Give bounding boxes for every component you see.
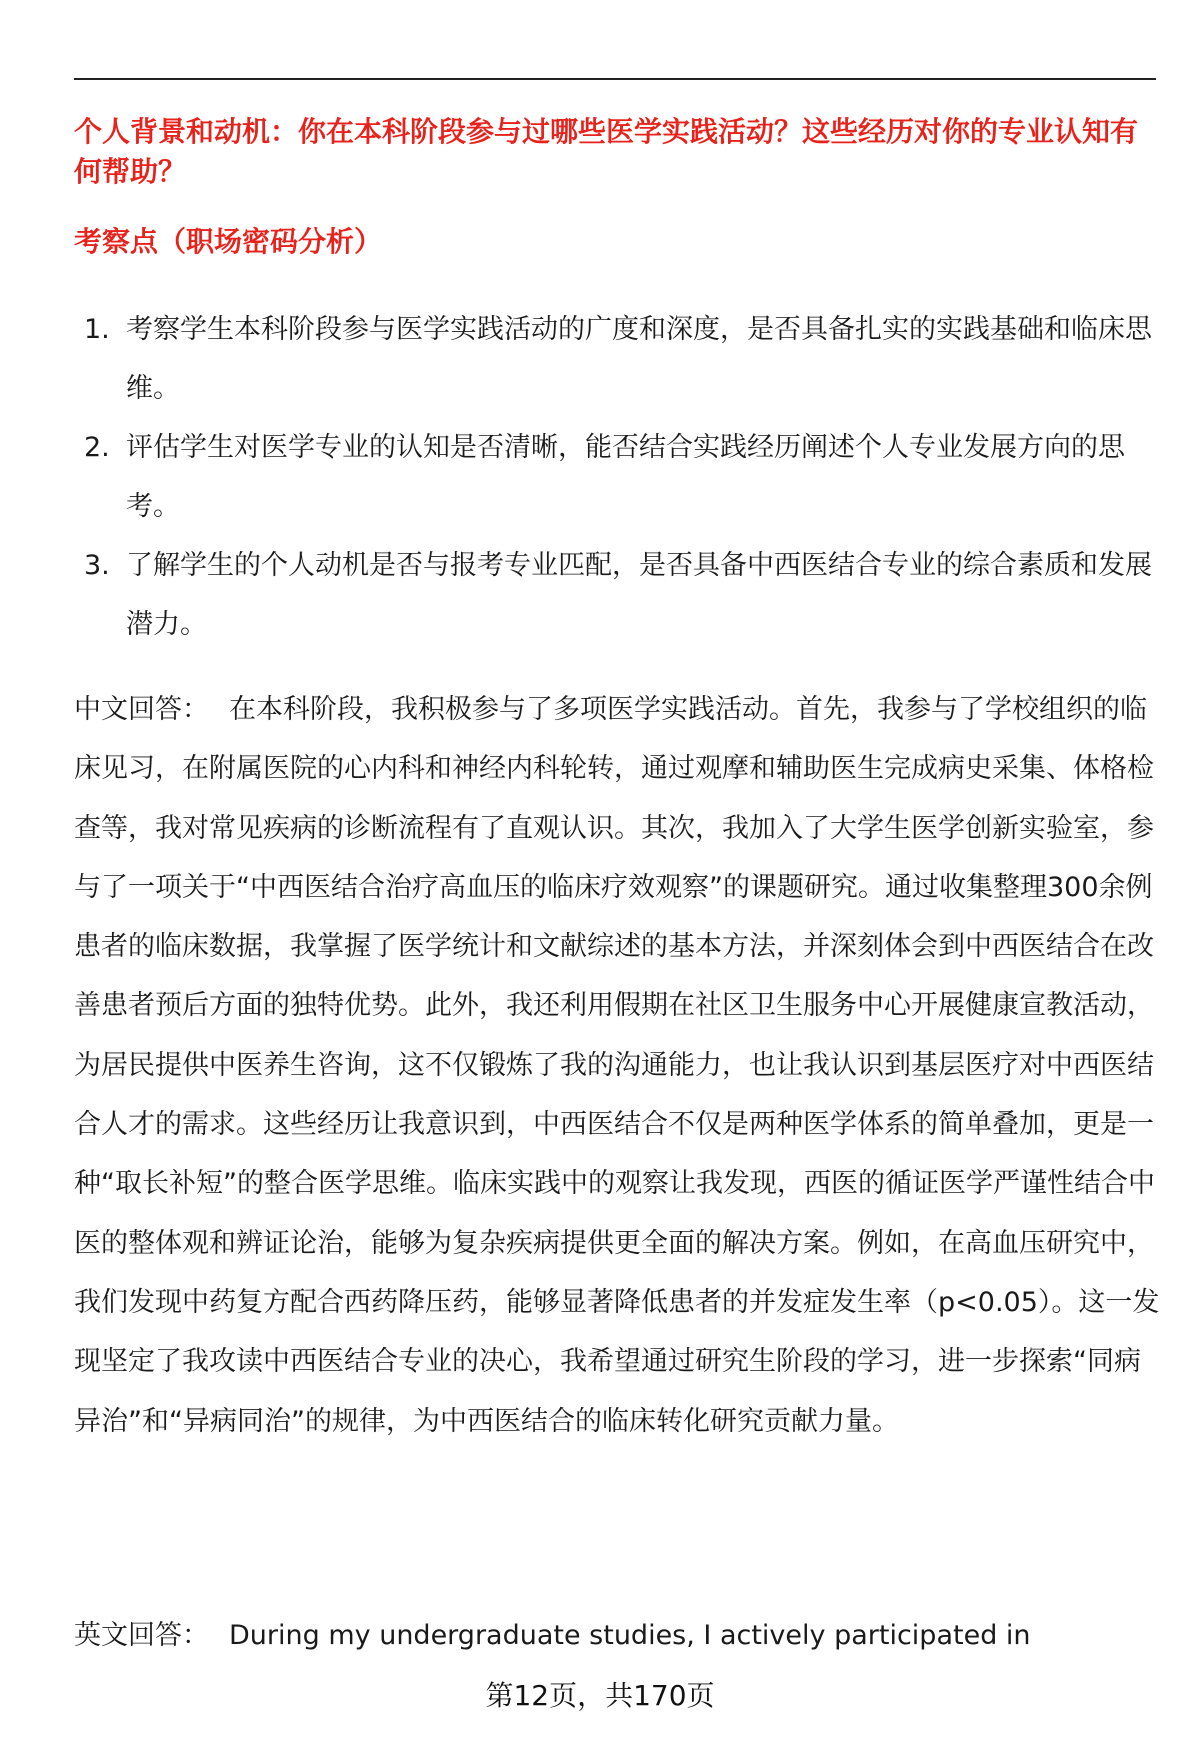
english-answer-label: 英文回答： bbox=[74, 1620, 209, 1651]
point-item bbox=[74, 300, 1154, 418]
point-text: 了解学生的个人动机是否与报考专业匹配，是否具备中西医结合专业的综合素质和发展潜力。 bbox=[126, 550, 1152, 640]
question-heading: 个人背景和动机：你在本科阶段参与过哪些医学实践活动？这些经历对你的专业认知有何帮助？ bbox=[74, 115, 1139, 188]
english-answer bbox=[74, 1606, 1164, 1665]
chinese-answer-label: 中文回答： bbox=[74, 694, 209, 725]
point-text: 评估学生对医学专业的认知是否清晰，能否结合实践经历阐述个人专业发展方向的思考。 bbox=[126, 432, 1125, 522]
point-number: 3. bbox=[84, 550, 110, 581]
points-title: 考察点（职场密码分析） bbox=[74, 225, 383, 258]
top-rule bbox=[74, 78, 1156, 80]
point-item bbox=[74, 418, 1154, 536]
points-list bbox=[74, 300, 1154, 654]
point-number: 1. bbox=[84, 314, 110, 345]
chinese-answer-text: 在本科阶段，我积极参与了多项医学实践活动。首先，我参与了学校组织的临床见习，在附属医院的心内科和神经内科轮转，通过观摩和辅助医生完成病史采集、体格检查等，我对常见疾病的诊断流程有了直观认识。其次，我加入了大学生医学创新实验室，参与了一项关于“中西医结合治疗高血压的临床疗效观察”的课题研究。通过收集整理300余例患者的临床数据，我掌握了医学统计和文献综述的基本方法，并深刻体会到中西医结合在改善患者预后方面的独特优势。此外，我还利用假期在社区卫生服务中心开展健康宣教活动，为居民提供中医养生咨询，这不仅锻炼了我的沟通能力，也让我认识到基层医疗对中西医结合人才的需求。这些经历让我意识到，中西医结合不仅是两种医学体系的简单叠加，更是一种“取长补短”的整合医学思维。临床实践中的观察让我发现，西医的循证医学严谨性结合中医的整体观和辨证论治，能够为复杂疾病提供更全面的解决方案。例如，在高血压研究中，我们发现中药复方配合西药降压药，能够显著降低患者的并发症发生率（p<0.05）。这一发现坚定了我攻读中西医结合专业的决心，我希望通过研究生阶段的学习，进一步探索“同病异治”和“异病同治”的规律，为中西医结合的临床转化研究贡献力量。 bbox=[74, 694, 1160, 1437]
point-text: 考察学生本科阶段参与医学实践活动的广度和深度，是否具备扎实的实践基础和临床思维。 bbox=[126, 314, 1152, 404]
page-footer: 第12页，共170页 bbox=[485, 1679, 715, 1712]
english-answer-text: During my undergraduate studies, I actively participated in bbox=[229, 1620, 1031, 1651]
point-number: 2. bbox=[84, 432, 110, 463]
point-item bbox=[74, 536, 1154, 654]
chinese-answer bbox=[74, 680, 1164, 1451]
